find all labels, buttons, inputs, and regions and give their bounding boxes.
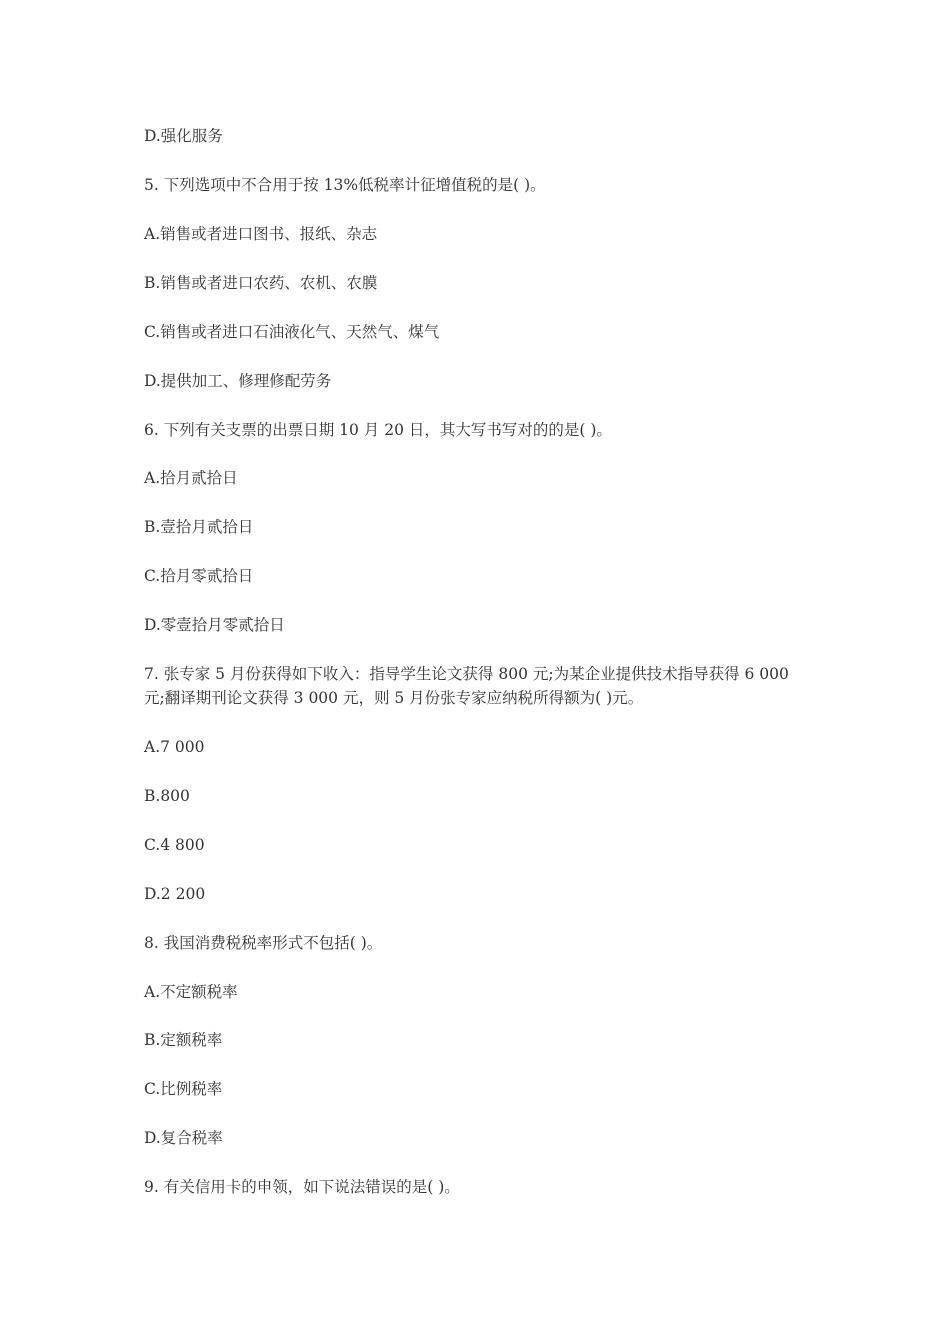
option-7c: C.4 800 [144,836,205,854]
option-7a: A.7 000 [144,738,205,756]
option-6d: D.零壹拾月零贰拾日 [144,616,285,634]
option-5a: A.销售或者进口图书、报纸、杂志 [144,225,378,243]
option-8c: C.比例税率 [144,1080,223,1098]
option-8d: D.复合税率 [144,1129,223,1147]
option-5d: D.提供加工、修理修配劳务 [144,372,332,390]
option-4d: D.强化服务 [144,127,223,145]
option-7b: B.800 [144,787,190,805]
option-6b: B.壹拾月贰拾日 [144,518,254,536]
option-8b: B.定额税率 [144,1031,223,1049]
question-8: 8. 我国消费税税率形式不包括( )。 [144,934,383,952]
option-8a: A.不定额税率 [144,983,238,1001]
option-6c: C.拾月零贰拾日 [144,567,254,585]
option-5b: B.销售或者进口农药、农机、农膜 [144,274,378,292]
option-7d: D.2 200 [144,885,206,903]
option-5c: C.销售或者进口石油液化气、天然气、煤气 [144,323,440,341]
question-7-line-1: 7. 张专家 5 月份获得如下收入：指导学生论文获得 800 元;为某企业提供技术指导获得 6 000 [144,665,789,683]
option-6a: A.拾月贰拾日 [144,469,238,487]
question-6: 6. 下列有关支票的出票日期 10 月 20 日，其大写书写对的的是( )。 [144,421,612,439]
question-9: 9. 有关信用卡的申领，如下说法错误的是( )。 [144,1178,460,1196]
question-5: 5. 下列选项中不合用于按 13%低税率计征增值税的是( )。 [144,176,546,194]
question-7-line-2: 元;翻译期刊论文获得 3 000 元，则 5 月份张专家应纳税所得额为( )元。 [144,689,644,707]
